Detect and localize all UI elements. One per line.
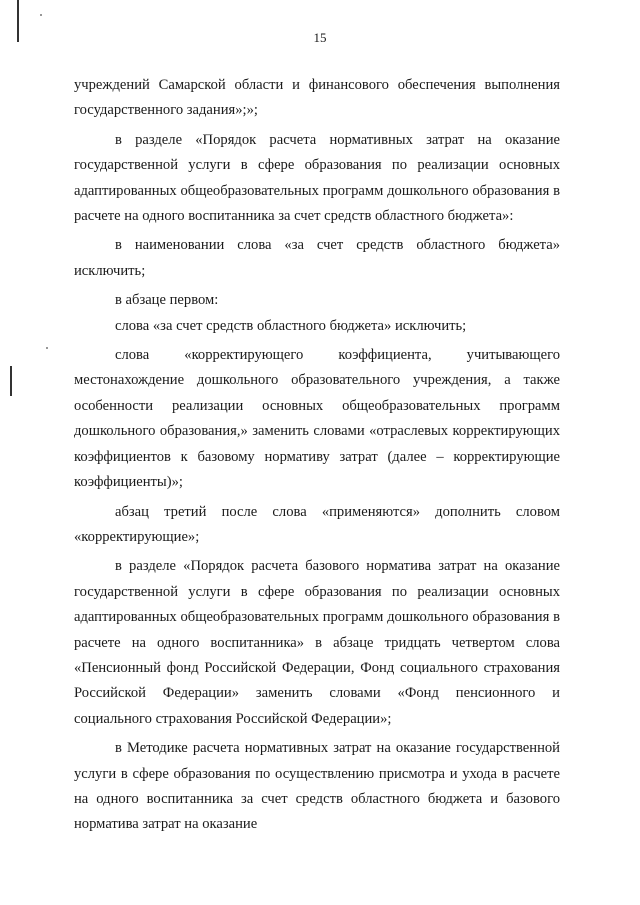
paragraph: в абзаце первом: [115, 292, 219, 309]
scan-artifact-line [10, 366, 12, 396]
paragraph: слова «корректирующего коэффициента, учитывающего местонахождение дошкольного образовательного учреждения, а также особенности реализации основных общеобразовательных программ дошкольного образования,» заменить словами «отраслевых корректирующих коэффициентов к базовому нормативу затрат (далее – корректирующие коэффициенты)»; [74, 347, 560, 491]
scan-artifact-dot [40, 14, 42, 16]
paragraph: учреждений Самарской области и финансового обеспечения выполнения государственного задания»;»; [74, 77, 560, 119]
paragraph: в Методике расчета нормативных затрат на оказание государственной услуги в сфере образования по осуществлению присмотра и ухода в расчете на одного воспитанника за счет средств областного бюджета и базового норматива затрат на оказание [74, 740, 560, 833]
paragraph: в разделе «Порядок расчета базового норматива затрат на оказание государственной услуги в сфере образования по реализации основных адаптированных общеобразовательных программ дошкольного образования в расчете на одного воспитанника» в абзаце тридцать четвертом слова «Пенсионный фонд Российской Федерации, Фонд социального страхования Российской Федерации» заменить словами «Фонд пенсионного и социального страхования Российской Федерации»; [74, 558, 560, 727]
page-number: 15 [313, 30, 327, 45]
scan-artifact-dot [46, 347, 48, 349]
paragraph: абзац третий после слова «применяются» дополнить словом «корректирующие»; [74, 503, 560, 545]
paragraph: в наименовании слова «за счет средств областного бюджета» исключить; [74, 237, 560, 279]
paragraph: слова «за счет средств областного бюджета» исключить; [115, 317, 467, 334]
paragraph: в разделе «Порядок расчета нормативных затрат на оказание государственной услуги в сфере образования по реализации основных адаптированных общеобразовательных программ дошкольного образования в расчете на одного воспитанника за счет средств областного бюджета»: [74, 131, 560, 225]
document-body [74, 73, 560, 838]
